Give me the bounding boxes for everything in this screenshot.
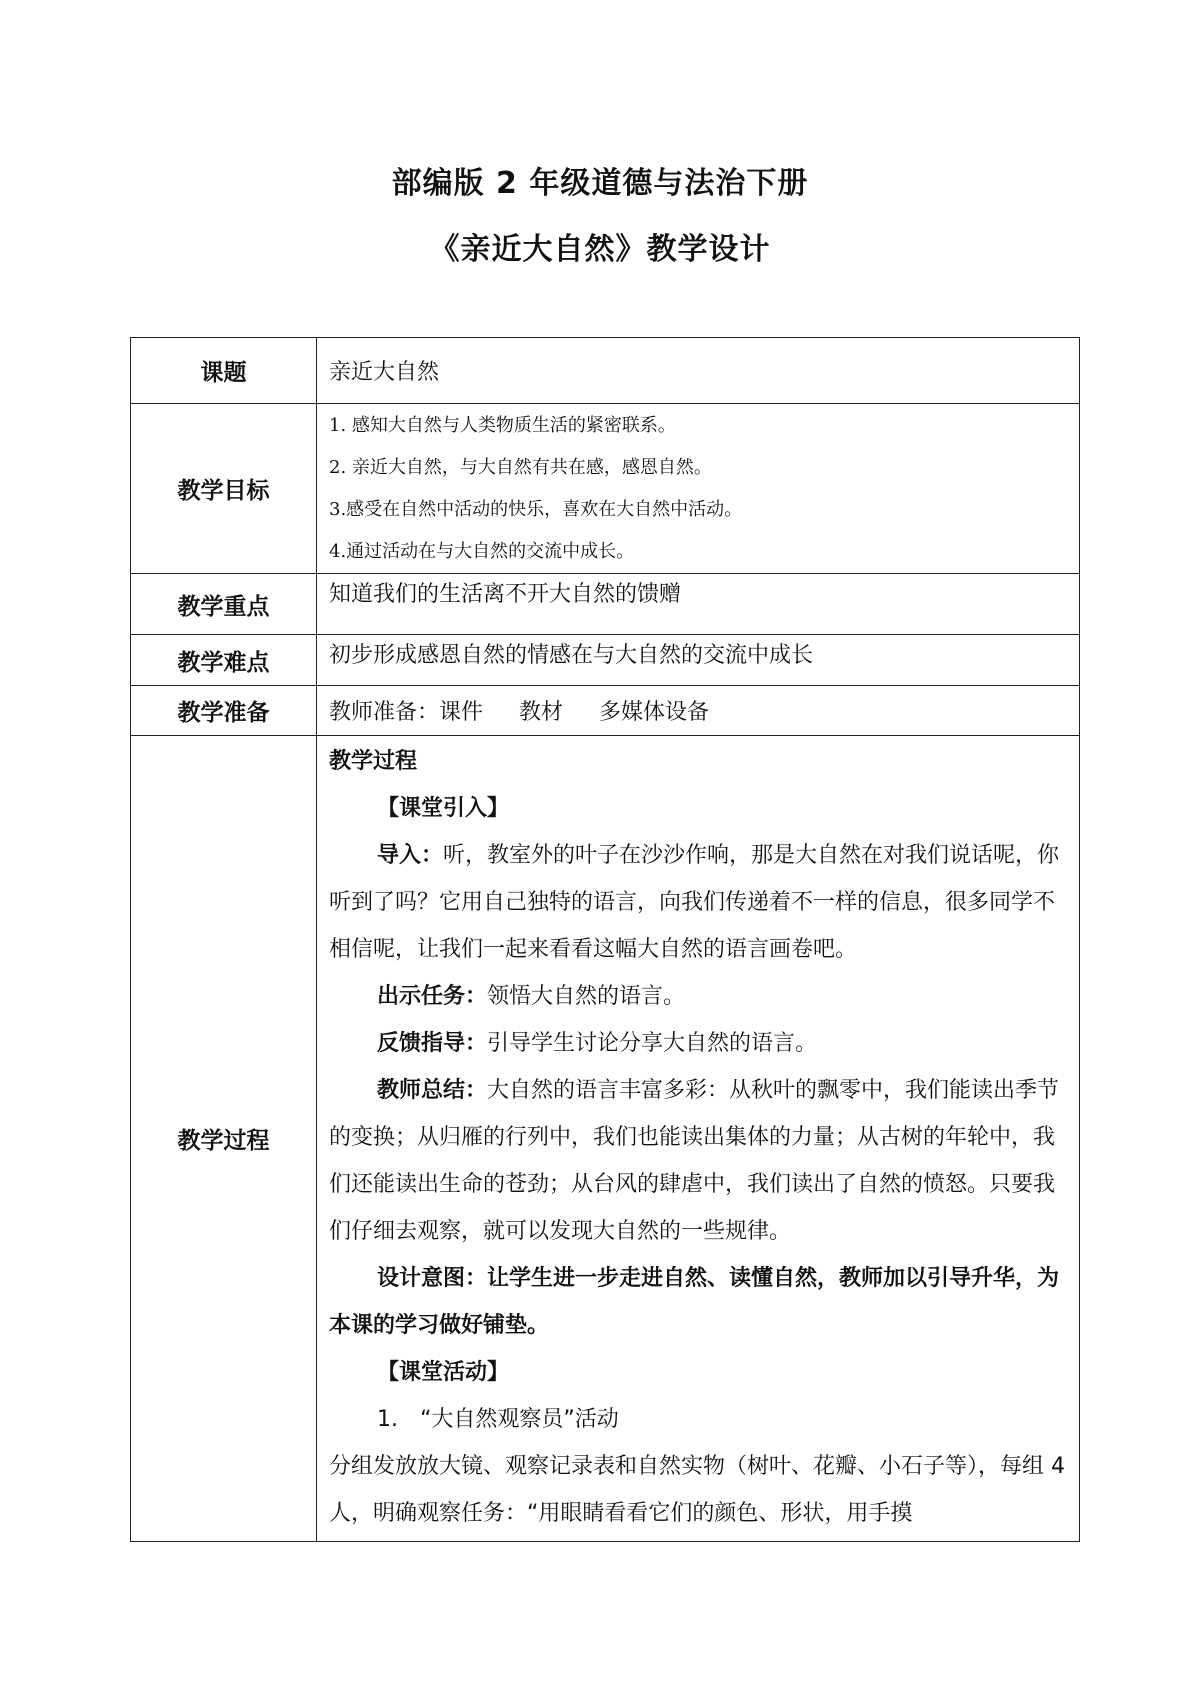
goals-cell <box>317 404 1080 574</box>
lead-label: 导入： <box>377 843 444 868</box>
goal-item: 2. 亲近大自然，与大自然有共在感，感恩自然。 <box>329 456 712 478</box>
preparation-prefix: 教师准备： <box>329 700 440 725</box>
row-process <box>131 736 1080 1542</box>
process-body <box>329 738 1069 1537</box>
activity-heading: 【课堂活动】 <box>377 1360 510 1385</box>
intent-label: 设计意图： <box>377 1266 488 1291</box>
preparation-cell <box>317 686 1080 736</box>
intent-text: 让学生进一步走进自然、读懂自然，教师加以引导升华，为本课的学习做好铺垫。 <box>329 1266 1060 1338</box>
preparation-label: 教学准备 <box>131 686 317 736</box>
row-key-point <box>131 574 1080 635</box>
difficulty-label: 教学难点 <box>131 635 317 686</box>
lead-text: 听，教室外的叶子在沙沙作响，那是大自然在对我们说话呢，你听到了吗？它用自己独特的语言，向我们传递着不一样的信息，很多同学不相信呢，让我们一起来看看这幅大自然的语言画卷吧。 <box>329 843 1060 962</box>
row-goals <box>131 404 1080 574</box>
activity-1-title: 1. “大自然观察员”活动 <box>377 1407 619 1432</box>
task-paragraph <box>329 973 1069 1020</box>
goal-item: 3.感受在自然中活动的快乐，喜欢在大自然中活动。 <box>329 498 743 520</box>
key-point-value: 知道我们的生活离不开大自然的馈赠 <box>317 574 1080 635</box>
difficulty-value: 初步形成感恩自然的情感在与大自然的交流中成长 <box>317 635 1080 686</box>
preparation-item: 课件 <box>439 700 484 725</box>
activity-1-text: 分组发放放大镜、观察记录表和自然实物（树叶、花瓣、小石子等），每组 4 人，明确观察任务：“用眼睛看看它们的颜色、形状，用手摸 <box>329 1454 1065 1526</box>
intent-paragraph <box>329 1255 1069 1349</box>
task-label: 出示任务： <box>377 984 488 1009</box>
preparation-item: 教材 <box>519 700 564 725</box>
process-label: 教学过程 <box>131 736 317 1542</box>
document-title: 部编版 2 年级道德与法治下册 <box>391 166 809 201</box>
goal-item: 4.通过活动在与大自然的交流中成长。 <box>329 540 635 562</box>
process-cell <box>317 736 1080 1542</box>
document-subtitle: 《亲近大自然》教学设计 <box>429 232 771 267</box>
goals-label: 教学目标 <box>131 404 317 574</box>
lead-paragraph <box>329 832 1069 973</box>
row-difficulty <box>131 635 1080 686</box>
summary-text: 大自然的语言丰富多彩：从秋叶的飘零中，我们能读出季节的变换；从归雁的行列中，我们也能读出集体的力量；从古树的年轮中，我们还能读出生命的苍劲；从台风的肆虐中，我们读出了自然的愤怒。只要我们仔细去观察，就可以发现大自然的一些规律。 <box>329 1078 1060 1244</box>
preparation-item: 多媒体设备 <box>599 700 710 725</box>
goals-list <box>329 405 1069 573</box>
task-text: 领悟大自然的语言。 <box>487 984 686 1009</box>
intro-heading: 【课堂引入】 <box>377 796 510 821</box>
topic-value: 亲近大自然 <box>317 338 1080 404</box>
row-preparation <box>131 686 1080 736</box>
goal-item: 1. 感知大自然与人类物质生活的紧密联系。 <box>329 414 676 436</box>
feedback-label: 反馈指导： <box>377 1031 488 1056</box>
process-heading: 教学过程 <box>329 749 418 774</box>
feedback-text: 引导学生讨论分享大自然的语言。 <box>487 1031 818 1056</box>
topic-label: 课题 <box>131 338 317 404</box>
row-topic <box>131 338 1080 404</box>
summary-paragraph <box>329 1067 1069 1255</box>
lesson-plan-table <box>130 337 1080 1542</box>
key-point-label: 教学重点 <box>131 574 317 635</box>
summary-label: 教师总结： <box>377 1078 488 1103</box>
feedback-paragraph <box>329 1020 1069 1067</box>
